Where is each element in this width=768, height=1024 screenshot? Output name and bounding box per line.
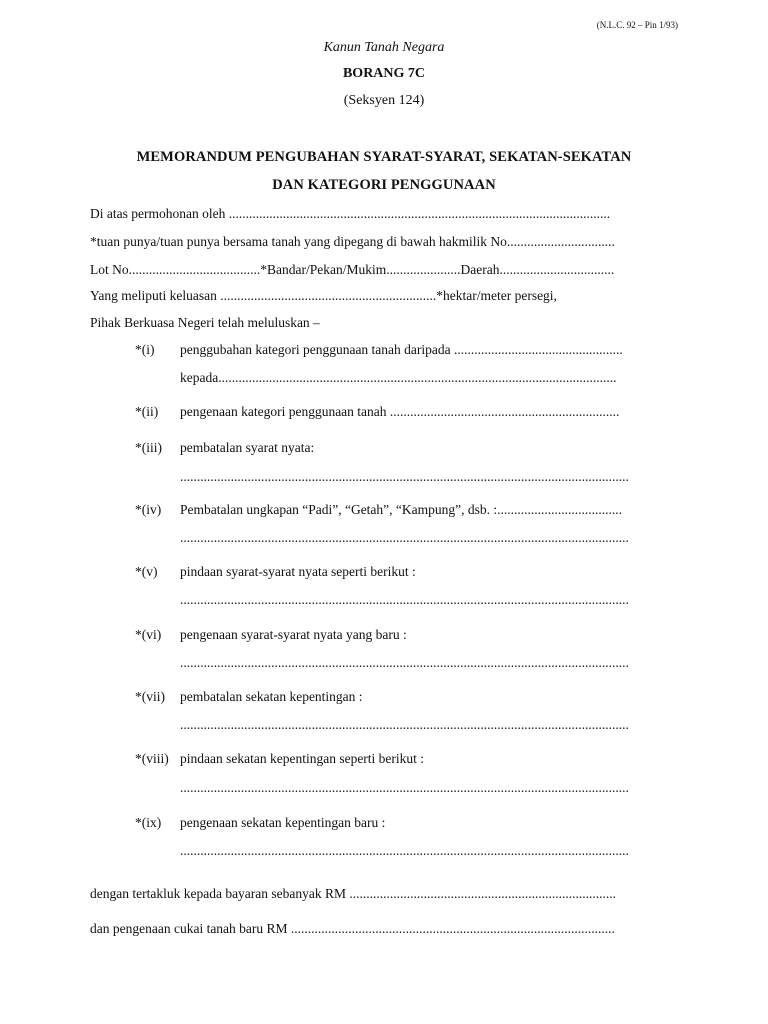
form-number: BORANG 7C bbox=[342, 66, 426, 81]
item-text: pembatalan syarat nyata: bbox=[180, 440, 315, 455]
item-text: pembatalan sekatan kepentingan : bbox=[180, 689, 363, 704]
document-title-line1: MEMORANDUM PENGUBAHAN SYARAT-SYARAT, SEKATAN-SEKATAN bbox=[136, 149, 632, 165]
item-text: Pembatalan ungkapan “Padi”, “Getah”, “Kampung”, dsb. :..................................... bbox=[180, 502, 623, 517]
item-number: *(viii) bbox=[135, 751, 169, 766]
title-number-line: *tuan punya/tuan punya bersama tanah yang dipegang di bawah hakmilik No................................ bbox=[90, 234, 615, 249]
item-number: *(iii) bbox=[135, 440, 162, 455]
authority-approval-line: Pihak Berkuasa Negeri telah meluluskan – bbox=[90, 315, 320, 330]
section-reference: (Seksyen 124) bbox=[343, 93, 425, 108]
item-number: *(iv) bbox=[135, 502, 162, 517]
item-continuation: kepada...................................................................................................................... bbox=[180, 370, 617, 385]
item-number: *(v) bbox=[135, 564, 158, 579]
lot-line: Lot No.......................................*Bandar/Pekan/Mukim......................Daerah.................................. bbox=[90, 262, 615, 277]
item-fill-line: ..................................................................................................................................... bbox=[180, 843, 629, 858]
item-text: pindaan syarat-syarat nyata seperti berikut : bbox=[180, 564, 416, 579]
item-fill-line: ..................................................................................................................................... bbox=[180, 717, 629, 732]
item-text: pindaan sekatan kepentingan seperti berikut : bbox=[180, 751, 425, 766]
item-fill-line: ..................................................................................................................................... bbox=[180, 530, 629, 545]
item-number: *(ii) bbox=[135, 404, 159, 419]
form-reference: (N.L.C. 92 – Pin 1/93) bbox=[596, 20, 678, 30]
item-number: *(vii) bbox=[135, 689, 165, 704]
item-number: *(i) bbox=[135, 342, 155, 357]
item-fill-line: ..................................................................................................................................... bbox=[180, 655, 629, 670]
payment-line: dengan tertakluk kepada bayaran sebanyak RM ............................................................................... bbox=[90, 886, 617, 901]
law-name: Kanun Tanah Negara bbox=[323, 40, 445, 55]
item-fill-line: ..................................................................................................................................... bbox=[180, 780, 629, 795]
application-line: Di atas permohonan oleh ................................................................................................................. bbox=[90, 206, 611, 221]
item-text: pengenaan kategori penggunaan tanah .................................................................... bbox=[180, 404, 620, 419]
item-fill-line: ..................................................................................................................................... bbox=[180, 469, 629, 484]
item-text: pengenaan sekatan kepentingan baru : bbox=[180, 815, 386, 830]
item-number: *(vi) bbox=[135, 627, 162, 642]
item-fill-line: ..................................................................................................................................... bbox=[180, 592, 629, 607]
area-line: Yang meliputi keluasan ................................................................*hektar/meter persegi, bbox=[90, 288, 557, 303]
document-title-line2: DAN KATEGORI PENGGUNAAN bbox=[272, 177, 496, 193]
item-number: *(ix) bbox=[135, 815, 162, 830]
land-tax-line: dan pengenaan cukai tanah baru RM ................................................................................................ bbox=[90, 921, 615, 936]
item-text: pengenaan syarat-syarat nyata yang baru : bbox=[180, 627, 407, 642]
item-text: penggubahan kategori penggunaan tanah daripada .................................................. bbox=[180, 342, 623, 357]
